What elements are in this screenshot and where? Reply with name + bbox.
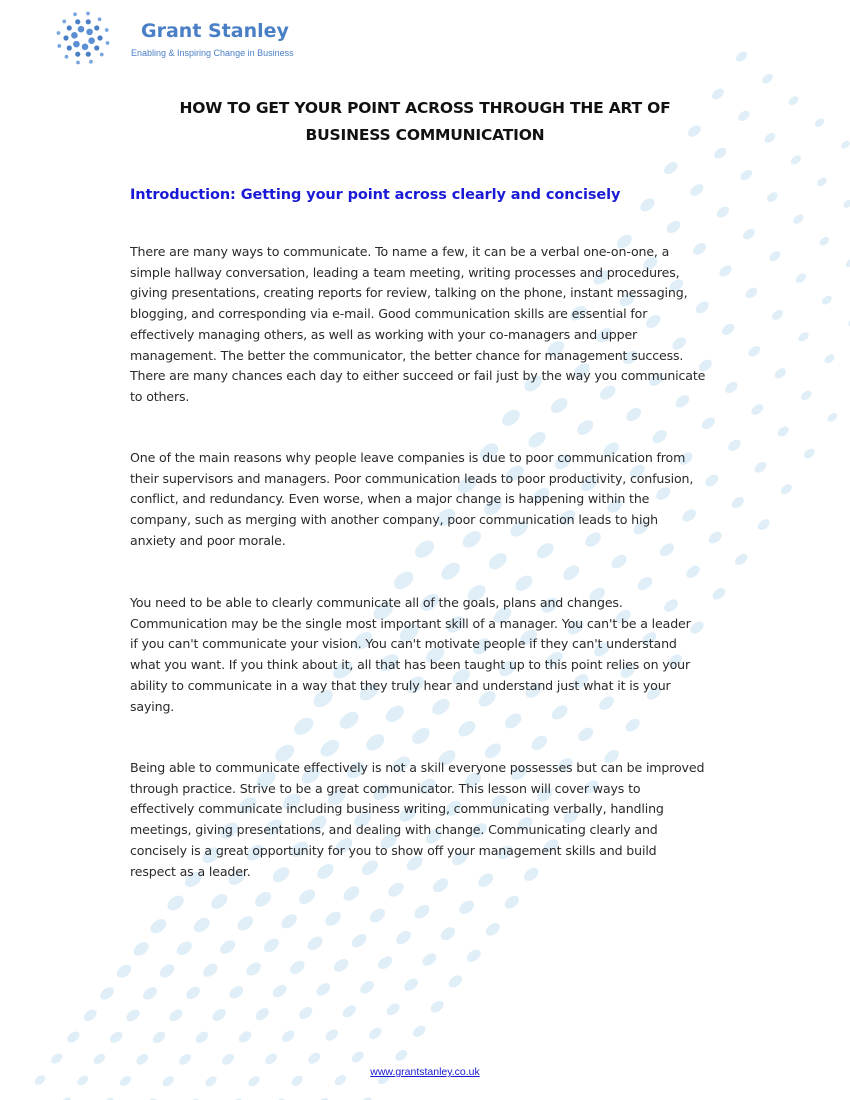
section-heading: Introduction: Getting your point across clearly and concisely [130, 187, 621, 203]
paragraph-1: There are many ways to communicate. To name a few, it can be a verbal one-on-one, a simple hallway conversation, leading a team meeting, writing processes and procedures, giving presentations, creating reports for review, talking on the phone, instant messaging, blogging, and corresponding via e-mail. Good communication skills are essential for effectively managing others, as well as working with your co-managers and upper management. The better the communicator, the better chance for management success. There are many chances each day to either succeed or fail just by the way you communicate to others. [130, 244, 706, 404]
paragraph-3: You need to be able to clearly communicate all of the goals, plans and changes. Communication may be the single most important skill of a manager. You can't be a leader if you can't communicate your vision. You can't motivate people if they can't understand what you want. If you think about it, all that has been taught up to this point relies on your ability to communicate in a way that they truly hear and understand just what it is your saying. [130, 595, 691, 714]
document-title-line-2: BUSINESS COMMUNICATION [305, 126, 545, 144]
brand-name: Grant Stanley [141, 20, 289, 42]
website-link[interactable]: www.grantstanley.co.uk [370, 1066, 480, 1078]
dot-burst-logo-icon [52, 8, 114, 68]
paragraph-4: Being able to communicate effectively is not a skill everyone possesses but can be improved through practice. Strive to be a great communicator. This lesson will cover ways to effectively communicate including business writing, communicating verbally, handling meetings, giving presentations, and dealing with change. Communicating clearly and concisely is a great opportunity for you to show off your management skills and build respect as a leader. [130, 760, 705, 879]
document-title [100, 95, 750, 149]
document-title-line-1: HOW TO GET YOUR POINT ACROSS THROUGH THE ART OF [179, 99, 671, 117]
footer [0, 1066, 850, 1078]
paragraph-2: One of the main reasons why people leave companies is due to poor communication from their supervisors and managers. Poor communication leads to poor productivity, confusion, conflict, and redundancy. Even worse, when a major change is happening within the company, such as merging with another company, poor communication leads to high anxiety and poor morale. [130, 450, 694, 548]
brand-tagline: Enabling & Inspiring Change in Business [131, 48, 294, 58]
